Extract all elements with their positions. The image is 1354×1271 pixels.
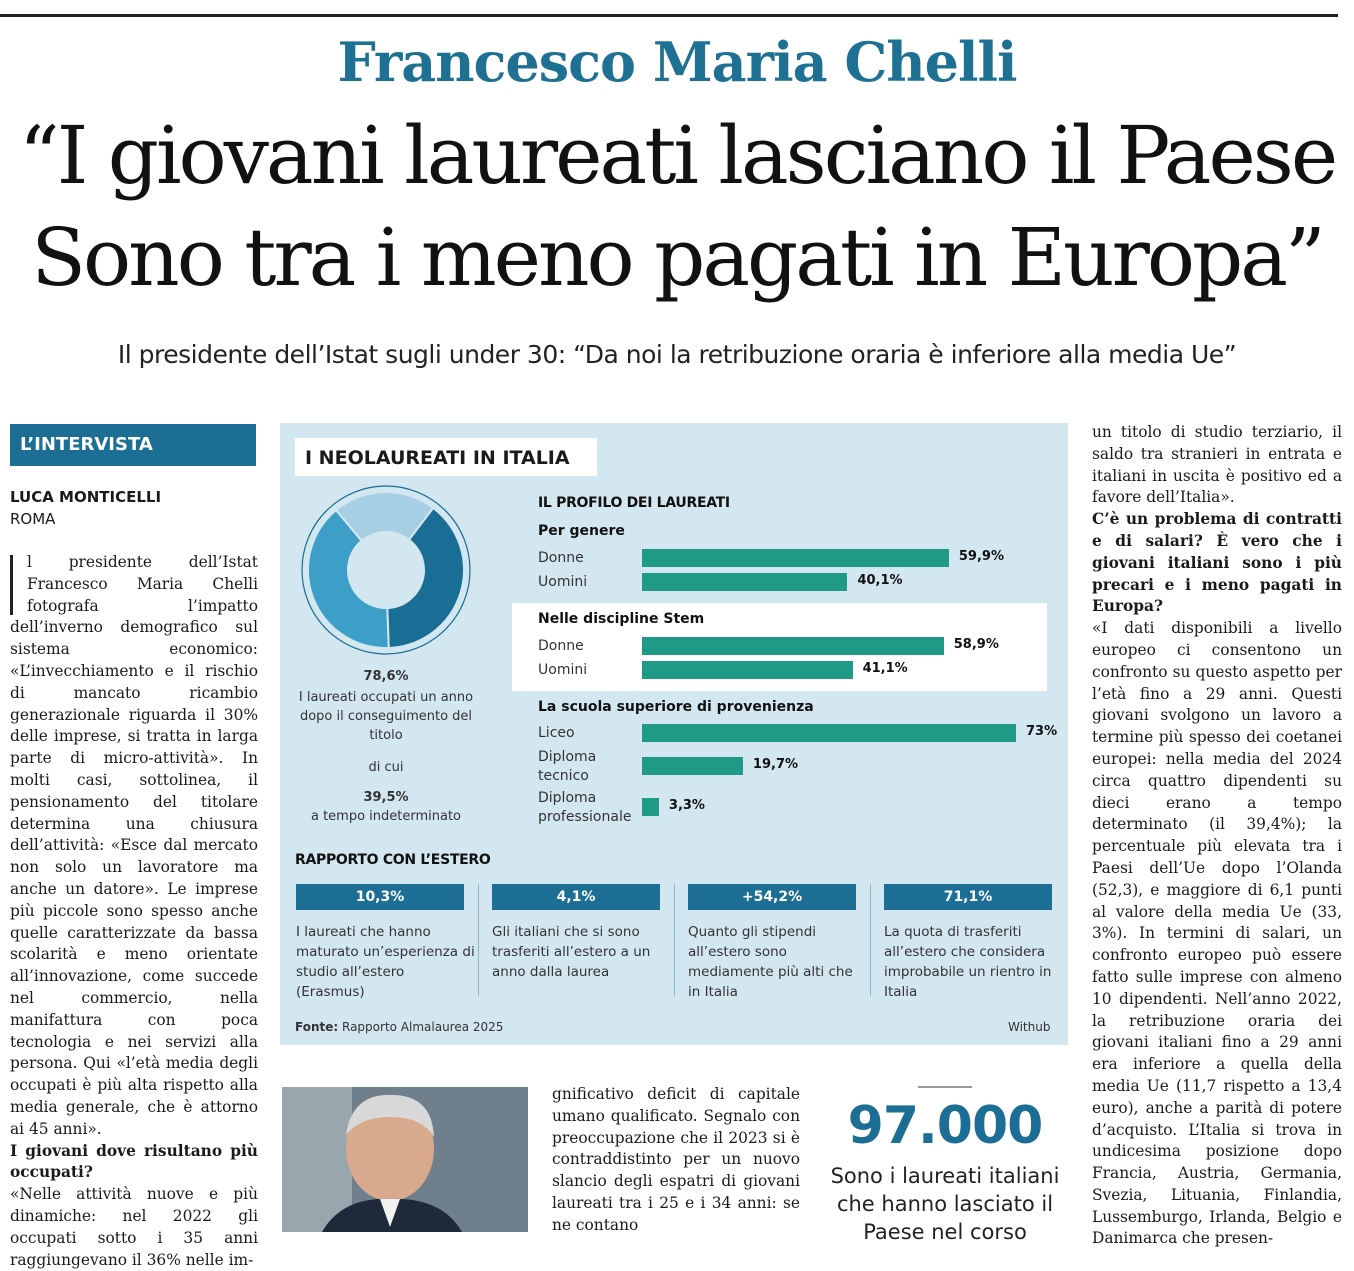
bar bbox=[642, 724, 1016, 742]
source-label: Fonte: bbox=[295, 1020, 339, 1034]
kpi-text: Quanto gli stipendi all’estero sono mediamente più alti che in Italia bbox=[688, 924, 853, 1000]
subheadline: Il presidente dell’Istat sugli under 30: “Da noi la retribuzione oraria è inferiore alla media Ue” bbox=[117, 340, 1237, 369]
stat-caption: Sono i laureati italiani che hanno lasciato il Paese nel corso bbox=[830, 1164, 1060, 1244]
bar-group-title: La scuola superiore di provenienza bbox=[538, 699, 814, 715]
kpi-text: Gli italiani che si sono trasferiti all’estero a un anno dalla laurea bbox=[492, 924, 651, 980]
credit: Withub bbox=[1008, 1020, 1051, 1034]
bar-category-label: Donne bbox=[538, 550, 584, 566]
kpi-value: +54,2% bbox=[688, 884, 856, 910]
bar-category-label: Liceo bbox=[538, 725, 575, 741]
bar-value-label: 58,9% bbox=[953, 637, 999, 652]
kpi-separator bbox=[870, 884, 871, 996]
question: I giovani dove risultano più occupati? bbox=[10, 1141, 258, 1182]
question: C’è un problema di contratti e di salari? È vero che i giovani italiani sono i più precari e i meno pagati in Europa? bbox=[1092, 510, 1342, 616]
middle-column-text bbox=[552, 1084, 800, 1232]
section-label: L’INTERVISTA bbox=[10, 424, 256, 466]
headline-line-2: Sono tra i meno pagati in Europa” bbox=[31, 211, 1323, 304]
bar bbox=[642, 661, 853, 679]
paragraph: un titolo di studio terziario, il saldo tra stranieri in entrata e italiani in uscita è positivo ed a favore dell’Italia». bbox=[1092, 423, 1342, 507]
bar-value-label: 41,1% bbox=[862, 661, 908, 676]
bar-value-label: 19,7% bbox=[752, 757, 799, 772]
donut-caption: I laureati occupati un anno dopo il conseguimento del titolo bbox=[298, 690, 474, 743]
infographic-title: I NEOLAUREATI IN ITALIA bbox=[295, 438, 597, 476]
bar-category-label: Diploma professionale bbox=[538, 790, 632, 825]
donut-chart bbox=[296, 480, 476, 660]
answer: «I dati disponibili a livello europeo ci consentono un confronto su questo aspetto per l’età fino a 29 anni. Questi giovani svolgono un lavoro a termine più spesso dei coetanei europei: nella media del 2024 circa quattro dipendenti su dieci erano a tempo determinato (il 39,4%); la percentuale più elevata tra i Paesi dell’Ue dopo l’Olanda (52,3), e maggiore di 6,1 punti al valore della media Ue (33, 3%). In termini di salari, un confronto europeo può essere fatto sulle imprese con almeno 10 dipendenti. Nell’anno 2022, la retribuzione oraria dei giovani italiani fino a 29 anni era inferiore a quella della media Ue (11,7 rispetto a 13,4 euro), anche a parità di potere d’acquisto. L’Italia si trova in undicesima posizione dopo Francia, Austria, Germania, Svezia, Lituania, Finlandia, Lussemburgo, Irlanda, Belgio e Danimarca che presen- bbox=[1092, 619, 1342, 1248]
source-text: Rapporto Almalaurea 2025 bbox=[342, 1020, 504, 1034]
kicker-name: Francesco Maria Chelli bbox=[337, 30, 1017, 94]
byline: LUCA MONTICELLI bbox=[10, 488, 162, 506]
stat-rule bbox=[918, 1086, 972, 1088]
bar-value-label: 59,9% bbox=[958, 549, 1004, 564]
kpi-value: 10,3% bbox=[296, 884, 464, 910]
abroad-title: RAPPORTO CON L’ESTERO bbox=[295, 852, 491, 868]
profile-title: IL PROFILO DEI LAUREATI bbox=[538, 495, 730, 511]
bar-category-label: Donne bbox=[538, 638, 584, 654]
bar-category-label: Uomini bbox=[538, 574, 588, 590]
bar bbox=[642, 549, 949, 567]
kpi-value: 71,1% bbox=[884, 884, 1052, 910]
interview-photo bbox=[282, 1087, 528, 1232]
bar bbox=[642, 573, 847, 591]
kpi-text: La quota di trasferiti all’estero che considera improbabile un rientro in Italia bbox=[884, 924, 1052, 1000]
bar bbox=[642, 637, 944, 655]
bar-category-label: Uomini bbox=[538, 662, 588, 678]
donut-sub-value: 39,5% bbox=[363, 790, 409, 805]
donut-sub-caption: a tempo indeterminato bbox=[310, 809, 462, 824]
kpi-separator bbox=[674, 884, 675, 996]
kpi-text: I laureati che hanno maturato un’esperienza di studio all’estero (Erasmus) bbox=[296, 924, 475, 1000]
bar-group-title: Per genere bbox=[538, 523, 625, 539]
bar bbox=[642, 757, 743, 775]
dateline: ROMA bbox=[10, 510, 56, 528]
answer: «Nelle attività nuove e più dinamiche: nel 2022 gli occupati sotto i 35 anni raggiungevano il 36% nelle im- bbox=[10, 1185, 258, 1269]
kpi-value: 4,1% bbox=[492, 884, 660, 910]
top-rule bbox=[0, 14, 1338, 17]
drop-cap-rule bbox=[10, 555, 23, 615]
source-line bbox=[295, 1020, 503, 1034]
stat-number: 97.000 bbox=[847, 1096, 1043, 1156]
portrait-illustration bbox=[282, 1087, 528, 1232]
paragraph: l presidente dell’Istat Francesco Maria Chelli fotografa l’impatto dell’inverno demografico sul sistema economico: «L’invecchiamento e il rischio di mancato ricambio generazionale riguarda il 30% delle imprese, si tratta in larga parte di micro-attività». In molti casi, sottolinea, il pensionamento del titolare determina una chiusura dell’attività: «Esce dal mercato non solo un lavoratore ma anche un datore». Le imprese più piccole sono spesso anche quelle caratterizzate da bassa scolarità e meno orientate all’innovazione, come succede nel commercio, nella manifattura con poca tecnologia e nei servizi alla persona. Qui «l’età media degli occupati è più alta rispetto alla media generale, che è attorno ai 45 anni». bbox=[10, 553, 258, 1138]
donut-value: 78,6% bbox=[363, 669, 409, 684]
kpi-separator bbox=[478, 884, 479, 996]
donut-dicui: di cui bbox=[368, 760, 404, 775]
bar-value-label: 73% bbox=[1026, 724, 1058, 739]
bar bbox=[642, 798, 659, 816]
bar-category-label: Diploma tecnico bbox=[538, 749, 597, 784]
paragraph: gnificativo deficit di capitale umano qualificato. Segnalo con preoccupazione che il 2023 si è contraddistinto per un nuovo slancio degli espatri di giovani laureati tra i 25 e i 34 anni: se ne contano bbox=[552, 1085, 800, 1234]
left-column-text bbox=[10, 552, 258, 1269]
bar-value-label: 40,1% bbox=[857, 573, 903, 588]
bar-value-label: 3,3% bbox=[668, 798, 705, 813]
headline-line-1: “I giovani laureati lasciano il Paese bbox=[18, 109, 1336, 202]
bar-group-title: Nelle discipline Stem bbox=[538, 611, 705, 627]
right-column-text bbox=[1092, 422, 1342, 1248]
